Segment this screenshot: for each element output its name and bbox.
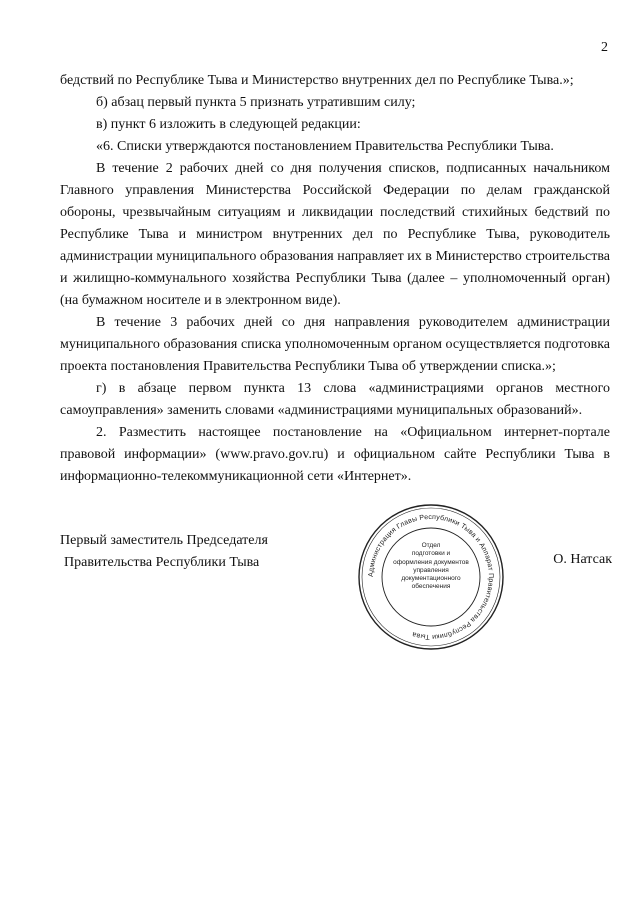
stamp-ring-text: Администрация Главы Республики Тыва и Аппарат Правительства Республики Тыва [367,513,495,641]
official-stamp [354,500,508,654]
signer-name: О. Натсак [553,552,612,567]
stamp-inner-text [391,542,471,592]
stamp-line-3: управления [413,566,449,574]
paragraph-0: бедствий по Республике Тыва и Министерство внутренних дел по Республике Тыва.»; [60,73,574,88]
paragraph-6: г) в абзаце первом пункта 13 слова «администрациями органов местного самоуправления» заменить словами «администрациями муниципальных образований». [60,381,610,418]
signer-title [60,530,268,574]
paragraph-2: в) пункт 6 изложить в следующей редакции: [96,117,361,132]
stamp-line-2: оформления документов [393,558,469,566]
document-body [60,70,610,488]
signature-block [60,513,620,650]
stamp-line-0: Отдел [421,542,441,549]
stamp-line-1: подготовки и [411,550,451,558]
signer-title-line-1: Первый заместитель Председателя [60,533,268,548]
paragraph-1: б) абзац первый пункта 5 признать утратившим силу; [96,95,416,110]
paragraph-4: В течение 2 рабочих дней со дня получения списков, подписанных начальником Главного управления Министерства Российской Федерации по делам гражданской обороны, чрезвычайным ситуациям и ликвидации последствий стихийных бедствий по Республике Тыва и министром внутренних дел по Республике Тыва, руководитель администрации муниципального образования направляет их в Министерство строительства и жилищно-коммунального хозяйства Республики Тыва (далее – уполномоченный орган) (на бумажном носителе и в электронном виде). [60,161,610,308]
paragraph-7: 2. Разместить настоящее постановление на «Официальном интернет-портале правовой информации» (www.pravo.gov.ru) и официальном сайте Республики Тыва в информационно-телекоммуникационной сети «Интернет». [60,425,610,484]
signer-title-line-2: Правительства Республики Тыва [64,555,260,570]
page-number: 2 [601,40,608,55]
paragraph-3: «6. Списки утверждаются постановлением Правительства Республики Тыва. [96,139,554,154]
stamp-line-4: документационного [401,575,461,583]
stamp-line-5: обеспечения [411,583,451,591]
paragraph-5: В течение 3 рабочих дней со дня направления руководителем администрации муниципального образования списка уполномоченным органом осуществляется подготовка проекта постановления Правительства Республики Тыва об утверждении списка.»; [60,315,610,374]
